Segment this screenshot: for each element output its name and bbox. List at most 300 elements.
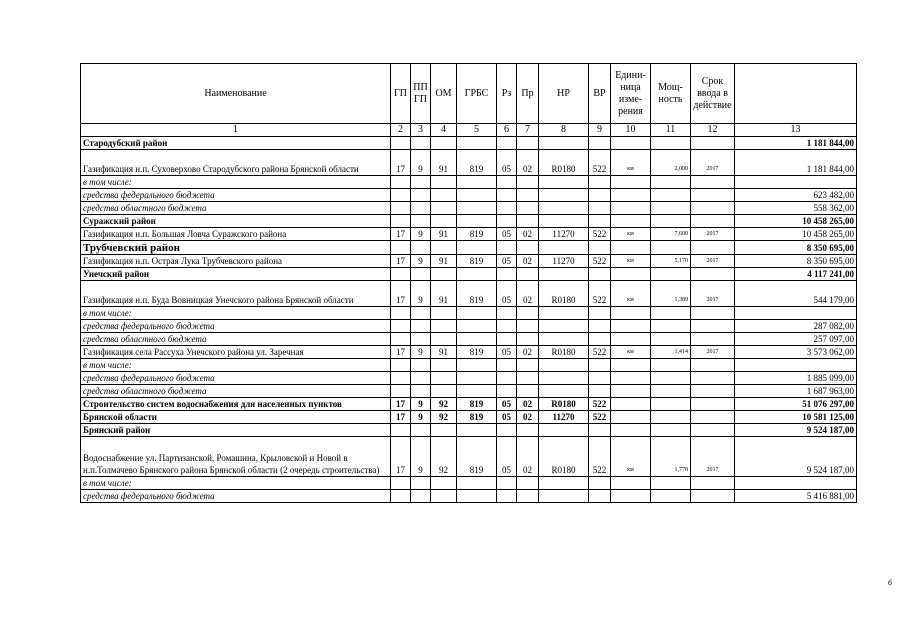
row-name: средства федерального бюджета <box>81 189 391 202</box>
cell-term <box>691 477 735 490</box>
cell-grbs <box>457 268 497 281</box>
cell-om: 92 <box>431 398 457 411</box>
cell-om <box>431 137 457 150</box>
cell-vr <box>589 359 611 372</box>
cell-gp <box>391 307 411 320</box>
cell-pr <box>517 176 539 189</box>
column-number-row <box>81 124 857 137</box>
section-row <box>81 137 857 150</box>
cell-om: 91 <box>431 281 457 307</box>
cell-unit <box>611 307 651 320</box>
cell-power <box>651 307 691 320</box>
row-name: средства федерального бюджета <box>81 372 391 385</box>
cell-om <box>431 268 457 281</box>
cell-pp: 9 <box>411 281 431 307</box>
cell-sum: 257 097,00 <box>735 333 857 346</box>
budget-source-row <box>81 202 857 215</box>
cell-unit <box>611 424 651 437</box>
cell-grbs: 819 <box>457 228 497 241</box>
cell-vr <box>589 477 611 490</box>
cell-om: 92 <box>431 437 457 477</box>
cell-power: 1,414 <box>651 346 691 359</box>
cell-grbs: 819 <box>457 346 497 359</box>
cell-rz: 05 <box>497 398 517 411</box>
cell-rz <box>497 424 517 437</box>
cell-pr <box>517 268 539 281</box>
row-name: Газификация н.п. Острая Лука Трубчевского района <box>81 255 391 268</box>
cell-sum: 1 687 963,00 <box>735 385 857 398</box>
cell-grbs <box>457 241 497 255</box>
cell-sum <box>735 176 857 189</box>
cell-pp <box>411 490 431 503</box>
cell-grbs <box>457 359 497 372</box>
header-nr: НР <box>539 64 589 124</box>
project-row <box>81 228 857 241</box>
cell-unit <box>611 333 651 346</box>
cell-pp <box>411 137 431 150</box>
cell-power <box>651 490 691 503</box>
cell-gp: 17 <box>391 437 411 477</box>
cell-om <box>431 189 457 202</box>
cell-grbs <box>457 424 497 437</box>
cell-sum: 9 524 187,00 <box>735 437 857 477</box>
cell-om <box>431 372 457 385</box>
cell-sum: 3 573 062,00 <box>735 346 857 359</box>
cell-om <box>431 215 457 228</box>
project-row <box>81 281 857 307</box>
cell-rz <box>497 307 517 320</box>
cell-gp <box>391 372 411 385</box>
cell-power <box>651 411 691 424</box>
cell-rz <box>497 372 517 385</box>
row-name: Газификация н.п. Большая Ловча Суражского района <box>81 228 391 241</box>
cell-sum: 1 885 099,00 <box>735 372 857 385</box>
cell-pp <box>411 359 431 372</box>
budget-source-row <box>81 477 857 490</box>
cell-nr: R0180 <box>539 346 589 359</box>
cell-grbs <box>457 137 497 150</box>
cell-rz: 05 <box>497 150 517 176</box>
cell-vr: 522 <box>589 228 611 241</box>
cell-unit <box>611 359 651 372</box>
project-row <box>81 346 857 359</box>
cell-pr: 02 <box>517 398 539 411</box>
cell-nr: R0180 <box>539 437 589 477</box>
cell-gp <box>391 137 411 150</box>
section-row <box>81 424 857 437</box>
cell-rz: 05 <box>497 411 517 424</box>
cell-term: 2017 <box>691 346 735 359</box>
cell-power <box>651 137 691 150</box>
colnum-8: 8 <box>539 124 589 137</box>
cell-pp: 9 <box>411 411 431 424</box>
budget-table <box>80 63 857 503</box>
cell-nr <box>539 176 589 189</box>
cell-unit <box>611 268 651 281</box>
cell-rz <box>497 490 517 503</box>
cell-nr <box>539 137 589 150</box>
cell-pr <box>517 241 539 255</box>
cell-om <box>431 490 457 503</box>
cell-unit <box>611 241 651 255</box>
cell-om <box>431 307 457 320</box>
cell-term: 2017 <box>691 228 735 241</box>
row-name: Стародубский район <box>81 137 391 150</box>
cell-gp: 17 <box>391 281 411 307</box>
colnum-12: 12 <box>691 124 735 137</box>
header-sum <box>735 64 857 124</box>
cell-power: 7,600 <box>651 228 691 241</box>
cell-vr <box>589 215 611 228</box>
row-name: Газификация н.п. Суховерхово Стародубского района Брянской области <box>81 150 391 176</box>
budget-source-row <box>81 385 857 398</box>
cell-om <box>431 320 457 333</box>
cell-sum: 5 416 881,00 <box>735 490 857 503</box>
cell-pp <box>411 176 431 189</box>
cell-rz: 05 <box>497 437 517 477</box>
cell-rz <box>497 241 517 255</box>
cell-pp <box>411 202 431 215</box>
section-row <box>81 241 857 255</box>
row-name: Унечский район <box>81 268 391 281</box>
cell-power <box>651 385 691 398</box>
cell-pr <box>517 202 539 215</box>
row-name: Строительство систем водоснабжения для населенных пунктов <box>81 398 391 411</box>
page-number: 6 <box>888 578 892 587</box>
colnum-5: 5 <box>457 124 497 137</box>
cell-pp <box>411 307 431 320</box>
cell-rz <box>497 202 517 215</box>
cell-pp <box>411 477 431 490</box>
cell-gp <box>391 359 411 372</box>
row-name: Газификация села Рассуха Унечского района ул. Заречная <box>81 346 391 359</box>
cell-rz <box>497 477 517 490</box>
cell-term: 2017 <box>691 150 735 176</box>
cell-gp <box>391 424 411 437</box>
cell-vr <box>589 137 611 150</box>
cell-grbs <box>457 320 497 333</box>
cell-vr: 522 <box>589 346 611 359</box>
cell-term <box>691 176 735 189</box>
colnum-6: 6 <box>497 124 517 137</box>
cell-nr <box>539 268 589 281</box>
cell-grbs: 819 <box>457 398 497 411</box>
row-name: средства областного бюджета <box>81 385 391 398</box>
cell-rz: 05 <box>497 281 517 307</box>
cell-term <box>691 137 735 150</box>
cell-unit: км <box>611 228 651 241</box>
cell-power <box>651 320 691 333</box>
section-row <box>81 411 857 424</box>
cell-unit <box>611 320 651 333</box>
cell-pp: 9 <box>411 346 431 359</box>
cell-om: 91 <box>431 255 457 268</box>
cell-rz <box>497 359 517 372</box>
cell-gp <box>391 268 411 281</box>
cell-grbs <box>457 477 497 490</box>
cell-pr <box>517 333 539 346</box>
cell-pr <box>517 385 539 398</box>
cell-pp <box>411 333 431 346</box>
cell-term <box>691 215 735 228</box>
cell-rz <box>497 320 517 333</box>
cell-nr: 11270 <box>539 411 589 424</box>
cell-nr <box>539 241 589 255</box>
cell-term <box>691 202 735 215</box>
cell-sum <box>735 307 857 320</box>
cell-pr: 02 <box>517 281 539 307</box>
row-name: в том числе: <box>81 477 391 490</box>
cell-sum: 287 082,00 <box>735 320 857 333</box>
colnum-1: 1 <box>81 124 391 137</box>
cell-sum: 558 362,00 <box>735 202 857 215</box>
cell-vr <box>589 241 611 255</box>
cell-pp: 9 <box>411 398 431 411</box>
cell-pp <box>411 241 431 255</box>
cell-pp: 9 <box>411 150 431 176</box>
cell-nr: 11270 <box>539 228 589 241</box>
cell-power <box>651 202 691 215</box>
cell-power <box>651 215 691 228</box>
cell-power: 5,170 <box>651 255 691 268</box>
header-gp: ГП <box>391 64 411 124</box>
header-name: Наименование <box>81 64 391 124</box>
cell-term <box>691 189 735 202</box>
cell-gp: 17 <box>391 228 411 241</box>
cell-nr <box>539 215 589 228</box>
header-row <box>81 64 857 124</box>
cell-power: 2,000 <box>651 150 691 176</box>
cell-power <box>651 189 691 202</box>
cell-nr: R0180 <box>539 281 589 307</box>
cell-pp: 9 <box>411 255 431 268</box>
cell-term <box>691 490 735 503</box>
cell-grbs <box>457 490 497 503</box>
cell-rz <box>497 176 517 189</box>
row-name: в том числе: <box>81 359 391 372</box>
cell-nr <box>539 320 589 333</box>
cell-nr <box>539 372 589 385</box>
budget-source-row <box>81 189 857 202</box>
cell-unit <box>611 398 651 411</box>
cell-gp <box>391 215 411 228</box>
cell-grbs <box>457 202 497 215</box>
cell-power <box>651 268 691 281</box>
cell-sum: 51 076 297,00 <box>735 398 857 411</box>
budget-source-row <box>81 333 857 346</box>
budget-source-row <box>81 307 857 320</box>
cell-nr: R0180 <box>539 398 589 411</box>
cell-unit <box>611 137 651 150</box>
cell-term: 2017 <box>691 281 735 307</box>
cell-term <box>691 372 735 385</box>
cell-vr: 522 <box>589 150 611 176</box>
cell-nr <box>539 385 589 398</box>
cell-pp <box>411 385 431 398</box>
cell-pp <box>411 372 431 385</box>
row-name: Брянский район <box>81 424 391 437</box>
colnum-3: 3 <box>411 124 431 137</box>
cell-sum: 8 350 695,00 <box>735 255 857 268</box>
cell-grbs <box>457 385 497 398</box>
cell-unit <box>611 215 651 228</box>
row-name: в том числе: <box>81 307 391 320</box>
cell-pr <box>517 359 539 372</box>
budget-source-row <box>81 176 857 189</box>
cell-pr: 02 <box>517 150 539 176</box>
cell-unit: км <box>611 346 651 359</box>
cell-nr: R0180 <box>539 150 589 176</box>
row-name: Трубчевский район <box>81 241 391 255</box>
cell-pr <box>517 372 539 385</box>
header-pr: Пр <box>517 64 539 124</box>
cell-gp: 17 <box>391 255 411 268</box>
cell-gp <box>391 333 411 346</box>
cell-pp <box>411 215 431 228</box>
budget-source-row <box>81 372 857 385</box>
budget-source-row <box>81 320 857 333</box>
row-name: Брянской области <box>81 411 391 424</box>
cell-unit <box>611 372 651 385</box>
cell-pr <box>517 424 539 437</box>
cell-om: 91 <box>431 228 457 241</box>
cell-term <box>691 411 735 424</box>
cell-rz <box>497 385 517 398</box>
cell-power: 1,389 <box>651 281 691 307</box>
cell-power: 1,778 <box>651 437 691 477</box>
cell-pp <box>411 189 431 202</box>
cell-term <box>691 424 735 437</box>
cell-gp <box>391 385 411 398</box>
cell-unit <box>611 202 651 215</box>
cell-rz <box>497 268 517 281</box>
cell-grbs <box>457 215 497 228</box>
cell-nr <box>539 477 589 490</box>
cell-unit: км <box>611 150 651 176</box>
cell-pp: 9 <box>411 437 431 477</box>
project-row <box>81 437 857 477</box>
cell-grbs <box>457 307 497 320</box>
cell-power <box>651 398 691 411</box>
cell-unit: км <box>611 281 651 307</box>
cell-nr <box>539 424 589 437</box>
cell-grbs <box>457 333 497 346</box>
cell-unit <box>611 189 651 202</box>
cell-vr: 522 <box>589 398 611 411</box>
cell-unit <box>611 385 651 398</box>
cell-pr: 02 <box>517 437 539 477</box>
colnum-4: 4 <box>431 124 457 137</box>
cell-rz <box>497 333 517 346</box>
cell-term <box>691 333 735 346</box>
cell-term <box>691 307 735 320</box>
cell-vr <box>589 490 611 503</box>
cell-pr: 02 <box>517 255 539 268</box>
cell-sum: 1 181 844,00 <box>735 137 857 150</box>
cell-vr <box>589 372 611 385</box>
header-om: ОМ <box>431 64 457 124</box>
colnum-2: 2 <box>391 124 411 137</box>
cell-sum: 4 117 241,00 <box>735 268 857 281</box>
cell-power <box>651 372 691 385</box>
colnum-13: 13 <box>735 124 857 137</box>
cell-pp <box>411 268 431 281</box>
cell-vr: 522 <box>589 281 611 307</box>
cell-term <box>691 385 735 398</box>
cell-grbs <box>457 189 497 202</box>
header-term: Срок ввода в действие <box>691 64 735 124</box>
cell-gp: 17 <box>391 346 411 359</box>
cell-term <box>691 241 735 255</box>
cell-gp: 17 <box>391 398 411 411</box>
cell-term: 2017 <box>691 255 735 268</box>
cell-vr <box>589 320 611 333</box>
cell-power <box>651 359 691 372</box>
cell-gp <box>391 477 411 490</box>
cell-nr <box>539 307 589 320</box>
cell-vr: 522 <box>589 255 611 268</box>
header-vr: ВР <box>589 64 611 124</box>
cell-vr <box>589 176 611 189</box>
cell-nr <box>539 333 589 346</box>
cell-term <box>691 320 735 333</box>
cell-om <box>431 424 457 437</box>
cell-sum: 10 458 265,00 <box>735 228 857 241</box>
cell-om <box>431 359 457 372</box>
cell-vr <box>589 268 611 281</box>
cell-vr <box>589 333 611 346</box>
cell-sum: 9 524 187,00 <box>735 424 857 437</box>
project-row <box>81 255 857 268</box>
cell-power <box>651 477 691 490</box>
cell-gp <box>391 189 411 202</box>
cell-term <box>691 268 735 281</box>
cell-grbs <box>457 372 497 385</box>
cell-term: 2017 <box>691 437 735 477</box>
cell-pr: 02 <box>517 228 539 241</box>
cell-om: 91 <box>431 346 457 359</box>
cell-sum: 623 482,00 <box>735 189 857 202</box>
cell-rz <box>497 215 517 228</box>
cell-unit: км <box>611 437 651 477</box>
row-name: Газификация н.п. Буда Вовницкая Унечского района Брянской области <box>81 281 391 307</box>
header-grbs: ГРБС <box>457 64 497 124</box>
cell-grbs: 819 <box>457 255 497 268</box>
cell-gp <box>391 490 411 503</box>
cell-sum: 10 581 125,00 <box>735 411 857 424</box>
cell-gp <box>391 176 411 189</box>
cell-om <box>431 241 457 255</box>
colnum-11: 11 <box>651 124 691 137</box>
cell-grbs: 819 <box>457 437 497 477</box>
row-name: средства областного бюджета <box>81 333 391 346</box>
row-name: в том числе: <box>81 176 391 189</box>
cell-nr <box>539 189 589 202</box>
colnum-9: 9 <box>589 124 611 137</box>
cell-pr <box>517 189 539 202</box>
cell-vr <box>589 202 611 215</box>
cell-sum: 10 458 265,00 <box>735 215 857 228</box>
colnum-7: 7 <box>517 124 539 137</box>
cell-gp <box>391 320 411 333</box>
cell-rz: 05 <box>497 255 517 268</box>
cell-rz <box>497 189 517 202</box>
cell-unit <box>611 490 651 503</box>
cell-pp <box>411 424 431 437</box>
cell-sum: 544 179,00 <box>735 281 857 307</box>
cell-vr <box>589 189 611 202</box>
cell-nr <box>539 359 589 372</box>
